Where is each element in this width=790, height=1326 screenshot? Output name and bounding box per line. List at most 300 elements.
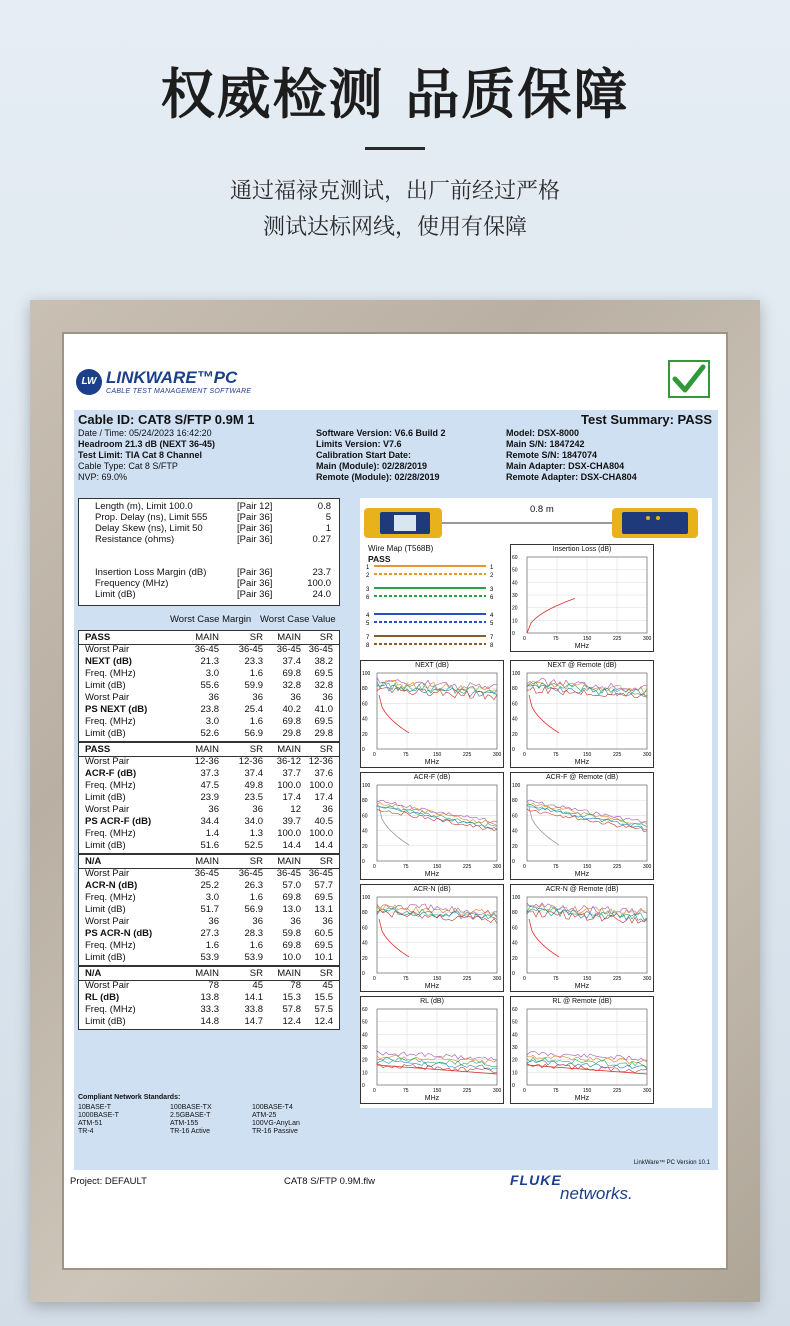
cell-value: 21.3 <box>200 656 219 667</box>
summary-row-pair: [Pair 36] <box>237 512 273 523</box>
measurement-block <box>78 966 340 1030</box>
cell-value: 36 <box>252 916 263 927</box>
cell-value: 69.5 <box>314 892 333 903</box>
x-tick-label: 75 <box>553 1088 559 1094</box>
cell-value: 10.0 <box>282 952 301 963</box>
plot-x-axis-label: MHz <box>574 983 590 990</box>
cell-value: 55.6 <box>200 680 219 691</box>
cell-value: SR <box>319 744 333 755</box>
summary-row-label: Prop. Delay (ns), Limit 555 <box>95 512 208 523</box>
wire-pin-label: 7 <box>490 635 494 641</box>
plot-x-axis-label: MHz <box>574 871 590 878</box>
lw-badge-icon: LW <box>76 369 102 395</box>
fluke-brand: FLUKE <box>510 1172 562 1188</box>
file-name: CAT8 S/FTP 0.9M.flw <box>284 1176 375 1187</box>
picture-frame <box>30 300 760 1302</box>
row-label: Limit (dB) <box>85 952 126 963</box>
table-row <box>79 816 339 828</box>
cell-value: 36-45 <box>276 868 301 879</box>
summary-row-value: 100.0 <box>307 578 331 589</box>
cell-value: 14.7 <box>244 1016 263 1027</box>
cell-value: 36 <box>208 692 219 703</box>
y-tick-label: 0 <box>512 631 515 637</box>
wire-pin-label: 5 <box>366 621 370 627</box>
table-row <box>79 1016 339 1028</box>
row-label: N/A <box>85 856 102 867</box>
plot-title: ACR-N @ Remote (dB) <box>545 886 619 893</box>
y-tick-label: 30 <box>362 1045 368 1051</box>
header-field: Date / Time: 05/24/2023 16:42:20 <box>78 428 212 438</box>
logo-name: LINKWARE™PC <box>106 368 238 387</box>
y-tick-label: 40 <box>512 1032 518 1039</box>
plot-6 <box>510 884 654 992</box>
wire-pin-label: 3 <box>490 587 494 593</box>
cell-value: 69.5 <box>314 716 333 727</box>
plot-1 <box>360 660 504 768</box>
y-tick-label: 0 <box>512 859 515 865</box>
y-tick-label: 20 <box>512 843 518 850</box>
table-row <box>79 680 339 692</box>
y-tick-label: 10 <box>512 618 518 625</box>
table-row <box>79 804 339 816</box>
x-tick-label: 300 <box>493 752 502 758</box>
x-tick-label: 225 <box>613 976 622 982</box>
cell-value: 36-45 <box>194 868 219 879</box>
header-field: NVP: 69.0% <box>78 472 128 482</box>
wire-pin-label: 8 <box>366 643 370 649</box>
wire-pin-label: 4 <box>366 613 370 619</box>
limit-curve <box>529 919 559 957</box>
row-label: Worst Pair <box>85 868 130 879</box>
network-standard: 100BASE-T4 <box>252 1104 293 1111</box>
x-tick-label: 0 <box>523 864 526 870</box>
x-tick-label: 0 <box>373 976 376 982</box>
x-tick-label: 150 <box>583 752 592 758</box>
x-tick-label: 300 <box>643 1088 652 1094</box>
x-tick-label: 225 <box>463 864 472 870</box>
network-standard: 2.5GBASE-T <box>170 1112 211 1119</box>
wire-pin-label: 5 <box>490 621 494 627</box>
x-tick-label: 0 <box>523 1088 526 1094</box>
x-tick-label: 150 <box>433 1088 442 1094</box>
summary-row-pair: [Pair 36] <box>237 567 273 578</box>
cell-value: 36 <box>322 804 333 815</box>
wire-pin-label: 1 <box>490 565 494 571</box>
cell-value: 57.8 <box>282 1004 301 1015</box>
measurement-block <box>78 854 340 966</box>
cell-value: 59.8 <box>282 928 301 939</box>
cell-value: 51.6 <box>200 840 219 851</box>
network-standard: TR-16 Passive <box>252 1128 298 1135</box>
y-tick-label: 50 <box>362 1019 368 1026</box>
fluke-networks-logo <box>510 1172 633 1204</box>
x-tick-label: 150 <box>433 752 442 758</box>
header-field: Remote S/N: 1847074 <box>506 450 598 460</box>
x-tick-label: 150 <box>583 1088 592 1094</box>
cell-value: 26.3 <box>244 880 263 891</box>
network-standard: ATM-25 <box>252 1112 277 1119</box>
row-label: ACR-F (dB) <box>85 768 137 779</box>
header-field: Test Limit: TIA Cat 8 Channel <box>78 450 203 460</box>
cell-value: 41.0 <box>314 704 333 715</box>
header-field: Main Adapter: DSX-CHA804 <box>506 461 625 471</box>
cell-value: MAIN <box>277 632 301 643</box>
cell-value: 37.4 <box>244 768 263 779</box>
cell-value: 36 <box>290 692 301 703</box>
table-row <box>79 780 339 792</box>
row-label: Limit (dB) <box>85 680 126 691</box>
table-row <box>79 952 339 964</box>
summary-row-label: Frequency (MHz) <box>95 578 169 589</box>
table-row <box>79 716 339 728</box>
cell-value: 36-45 <box>238 868 263 879</box>
y-tick-label: 10 <box>512 1070 518 1077</box>
table-row <box>79 880 339 892</box>
worst-case-value-heading: Worst Case Value <box>260 614 336 625</box>
summary-row-value: 5 <box>325 512 331 523</box>
plot-x-axis-label: MHz <box>424 871 440 878</box>
wire-pin-label: 2 <box>490 573 494 579</box>
cell-value: 78 <box>208 980 219 991</box>
cell-value: 57.7 <box>314 880 333 891</box>
table-row <box>79 940 339 952</box>
y-tick-label: 40 <box>362 1032 368 1039</box>
cell-value: 33.3 <box>200 1004 219 1015</box>
x-tick-label: 0 <box>373 1088 376 1094</box>
row-label: Worst Pair <box>85 756 130 767</box>
table-row <box>79 728 339 740</box>
cell-value: 36-45 <box>238 644 263 655</box>
summary-row-pair: [Pair 36] <box>237 578 273 589</box>
cell-value: 12 <box>290 804 301 815</box>
cell-value: 36-45 <box>276 644 301 655</box>
networks-brand: networks. <box>560 1184 633 1203</box>
limit-curve <box>379 919 409 957</box>
cell-value: 1.6 <box>249 716 263 727</box>
cell-value: 60.5 <box>314 928 333 939</box>
summary-row-label: Resistance (ohms) <box>95 534 175 545</box>
x-tick-label: 225 <box>613 1088 622 1094</box>
plot-title: RL @ Remote (dB) <box>552 998 612 1005</box>
row-label: RL (dB) <box>85 992 120 1003</box>
cell-value: 34.0 <box>244 816 263 827</box>
cell-value: 37.3 <box>200 768 219 779</box>
table-row <box>79 656 339 668</box>
row-label: Worst Pair <box>85 980 130 991</box>
x-tick-label: 150 <box>433 976 442 982</box>
wire-pin-label: 3 <box>366 587 370 593</box>
row-label: Limit (dB) <box>85 904 126 915</box>
x-tick-label: 75 <box>403 864 409 870</box>
x-tick-label: 0 <box>523 976 526 982</box>
cell-value: 25.2 <box>200 880 219 891</box>
cell-value: 56.9 <box>244 728 263 739</box>
summary-row-label: Insertion Loss Margin (dB) <box>95 567 207 578</box>
row-label: PASS <box>85 632 111 643</box>
cell-value: MAIN <box>195 632 219 643</box>
cell-value: 36 <box>322 692 333 703</box>
cell-value: 10.1 <box>314 952 333 963</box>
plot-0 <box>510 544 654 652</box>
wire-pin-label: 1 <box>366 565 370 571</box>
x-tick-label: 300 <box>643 976 652 982</box>
row-label: PS ACR-F (dB) <box>85 816 152 827</box>
header-field: Software Version: V6.6 Build 2 <box>316 428 446 438</box>
cell-value: 52.6 <box>200 728 219 739</box>
linkware-logo <box>76 368 251 395</box>
cell-value: 3.0 <box>205 892 219 903</box>
wire-pin-label: 6 <box>490 595 494 601</box>
cell-value: MAIN <box>277 968 301 979</box>
summary-row-pair: [Pair 36] <box>237 534 273 545</box>
wiremap-title: Wire Map (T568B) <box>368 544 434 553</box>
cell-value: 100.0 <box>277 780 301 791</box>
plot-4 <box>510 772 654 880</box>
y-tick-label: 40 <box>512 940 518 947</box>
cell-value: 23.3 <box>244 656 263 667</box>
row-label: PS NEXT (dB) <box>85 704 148 715</box>
cell-value: 15.5 <box>314 992 333 1003</box>
y-tick-label: 20 <box>512 1057 518 1064</box>
cell-value: 37.7 <box>282 768 301 779</box>
y-tick-label: 60 <box>362 1007 368 1013</box>
cell-value: 1.6 <box>249 940 263 951</box>
cell-value: 36 <box>252 692 263 703</box>
y-tick-label: 60 <box>512 701 518 708</box>
cell-value: 40.2 <box>282 704 301 715</box>
y-tick-label: 80 <box>362 798 368 805</box>
cell-value: 57.0 <box>282 880 301 891</box>
cell-value: 37.4 <box>282 656 301 667</box>
row-label: Limit (dB) <box>85 840 126 851</box>
logo-tagline: CABLE TEST MANAGEMENT SOFTWARE <box>106 388 252 395</box>
y-tick-label: 20 <box>512 731 518 738</box>
row-label: Freq. (MHz) <box>85 940 136 951</box>
cell-value: 27.3 <box>200 928 219 939</box>
y-tick-label: 100 <box>512 895 521 901</box>
plot-7 <box>360 996 504 1104</box>
cell-value: 15.3 <box>282 992 301 1003</box>
cell-value: 100.0 <box>309 780 333 791</box>
limit-curve <box>379 695 409 733</box>
wire-pin-label: 8 <box>490 643 494 649</box>
cell-value: 1.4 <box>205 828 219 839</box>
cell-value: 36 <box>322 916 333 927</box>
cell-value: 3.0 <box>205 716 219 727</box>
cell-value: 36-45 <box>194 644 219 655</box>
hero-title: 权威检测 品质保障 <box>160 63 630 126</box>
table-row <box>79 916 339 928</box>
y-tick-label: 0 <box>362 1083 365 1089</box>
cell-value: 69.8 <box>282 716 301 727</box>
cell-value: 69.8 <box>282 940 301 951</box>
header-field: Remote (Module): 02/28/2019 <box>316 472 440 482</box>
plot-title: ACR-N (dB) <box>413 886 451 893</box>
hero-subtitle-1: 通过福禄克测试，出厂前经过严格 <box>229 179 560 204</box>
wire-pin-label: 6 <box>366 595 370 601</box>
table-row <box>79 892 339 904</box>
y-tick-label: 40 <box>512 828 518 835</box>
x-tick-label: 75 <box>403 1088 409 1094</box>
table-row <box>79 904 339 916</box>
row-label: Worst Pair <box>85 644 130 655</box>
x-tick-label: 0 <box>523 752 526 758</box>
summary-row-value: 23.7 <box>312 567 331 578</box>
y-tick-label: 40 <box>362 716 368 723</box>
row-label: PS ACR-N (dB) <box>85 928 153 939</box>
cell-value: 14.1 <box>244 992 263 1003</box>
y-tick-label: 80 <box>512 798 518 805</box>
cell-value: 36-12 <box>276 756 301 767</box>
table-row <box>79 968 339 980</box>
measurement-block <box>78 630 340 742</box>
cell-value: 36 <box>252 804 263 815</box>
limit-curve <box>379 807 409 845</box>
hero-subtitle-2: 测试达标网线，使用有保障 <box>262 215 527 240</box>
plot-x-axis-label: MHz <box>574 643 590 650</box>
cell-value: 33.8 <box>244 1004 263 1015</box>
y-tick-label: 60 <box>362 925 368 932</box>
y-tick-label: 80 <box>362 910 368 917</box>
cell-value: 1.6 <box>249 668 263 679</box>
plot-title: NEXT @ Remote (dB) <box>547 662 617 669</box>
cell-value: 12-36 <box>308 756 333 767</box>
table-row <box>79 792 339 804</box>
x-tick-label: 300 <box>643 752 652 758</box>
limit-curve <box>529 807 559 845</box>
pass-check-icon <box>668 360 710 398</box>
length-label: 0.8 m <box>530 504 554 515</box>
cell-value: 53.9 <box>244 952 263 963</box>
report-header <box>74 410 718 490</box>
wire-pin-label: 4 <box>490 613 494 619</box>
summary-row-value: 24.0 <box>312 589 331 600</box>
cell-value: 14.4 <box>282 840 301 851</box>
plot-x-axis-label: MHz <box>574 1095 590 1102</box>
header-field: Limits Version: V7.6 <box>316 439 402 449</box>
table-row <box>79 1004 339 1016</box>
row-label: ACR-N (dB) <box>85 880 138 891</box>
cell-value: 13.8 <box>200 992 219 1003</box>
plot-x-axis-label: MHz <box>424 759 440 766</box>
x-tick-label: 225 <box>463 1088 472 1094</box>
header-field: Cable Type: Cat 8 S/FTP <box>78 461 178 471</box>
cell-value: 12.4 <box>282 1016 301 1027</box>
cell-value: 29.8 <box>282 728 301 739</box>
summary-row-value: 1 <box>325 523 331 534</box>
plot-2 <box>510 660 654 768</box>
cell-value: 23.8 <box>200 704 219 715</box>
network-standard: 100VG-AnyLan <box>252 1120 300 1127</box>
y-tick-label: 60 <box>512 925 518 932</box>
y-tick-label: 20 <box>362 731 368 738</box>
limit-curve <box>527 598 575 633</box>
table-row <box>79 744 339 756</box>
table-row <box>79 704 339 716</box>
y-tick-label: 0 <box>512 1083 515 1089</box>
x-tick-label: 300 <box>493 976 502 982</box>
header-field: Headroom 21.3 dB (NEXT 36-45) <box>78 439 216 449</box>
cell-value: 49.8 <box>244 780 263 791</box>
row-label: PASS <box>85 744 111 755</box>
y-tick-label: 100 <box>362 671 371 677</box>
x-tick-label: 150 <box>583 864 592 870</box>
summary-row-pair: [Pair 36] <box>237 589 273 600</box>
table-row <box>79 868 339 880</box>
row-label: Limit (dB) <box>85 728 126 739</box>
wire-pin-label: 2 <box>366 573 370 579</box>
summary-row-label: Length (m), Limit 100.0 <box>95 501 193 512</box>
network-standard: ATM-155 <box>170 1120 199 1127</box>
y-tick-label: 20 <box>512 605 518 612</box>
y-tick-label: 100 <box>362 783 371 789</box>
cell-value: 12.4 <box>314 1016 333 1027</box>
cell-value: 69.5 <box>314 668 333 679</box>
table-row <box>79 840 339 852</box>
plot-title: ACR-F @ Remote (dB) <box>545 774 619 781</box>
cell-value: 38.2 <box>314 656 333 667</box>
cell-value: 69.5 <box>314 940 333 951</box>
y-tick-label: 40 <box>362 828 368 835</box>
y-tick-label: 0 <box>362 747 365 753</box>
cell-value: 52.5 <box>244 840 263 851</box>
y-tick-label: 20 <box>362 955 368 962</box>
y-tick-label: 20 <box>512 955 518 962</box>
y-tick-label: 40 <box>512 716 518 723</box>
x-tick-label: 225 <box>463 976 472 982</box>
wire-map <box>362 562 502 658</box>
cell-value: 14.4 <box>314 840 333 851</box>
summary-table <box>78 498 340 606</box>
y-tick-label: 0 <box>512 747 515 753</box>
plot-x-axis-label: MHz <box>424 983 440 990</box>
x-tick-label: 225 <box>463 752 472 758</box>
test-summary: Test Summary: PASS <box>580 412 712 427</box>
test-report <box>62 332 728 1270</box>
cell-value: 1.6 <box>249 892 263 903</box>
plot-3 <box>360 772 504 880</box>
row-label: Worst Pair <box>85 916 130 927</box>
row-label: Freq. (MHz) <box>85 716 136 727</box>
network-standard: 1000BASE-T <box>78 1112 119 1119</box>
y-tick-label: 80 <box>362 686 368 693</box>
header-field: Remote Adapter: DSX-CHA804 <box>506 472 637 482</box>
cell-value: 40.5 <box>314 816 333 827</box>
plot-x-axis-label: MHz <box>574 759 590 766</box>
cell-value: MAIN <box>195 856 219 867</box>
x-tick-label: 300 <box>493 864 502 870</box>
measurement-block <box>78 742 340 854</box>
worst-case-margin-heading: Worst Case Margin <box>170 614 252 625</box>
cell-value: 32.8 <box>282 680 301 691</box>
cell-value: SR <box>249 968 263 979</box>
row-label: Freq. (MHz) <box>85 828 136 839</box>
row-label: Limit (dB) <box>85 1016 126 1027</box>
cell-value: MAIN <box>277 856 301 867</box>
network-standard: 100BASE-TX <box>170 1104 212 1111</box>
x-tick-label: 75 <box>553 752 559 758</box>
cell-value: 36 <box>208 804 219 815</box>
x-tick-label: 225 <box>613 864 622 870</box>
cell-value: 23.9 <box>200 792 219 803</box>
y-tick-label: 100 <box>512 671 521 677</box>
table-row <box>79 856 339 868</box>
cell-value: 23.5 <box>244 792 263 803</box>
table-row <box>79 992 339 1004</box>
header-field: Main S/N: 1847242 <box>506 439 585 449</box>
cell-value: SR <box>319 968 333 979</box>
summary-row-pair: [Pair 12] <box>237 501 273 512</box>
